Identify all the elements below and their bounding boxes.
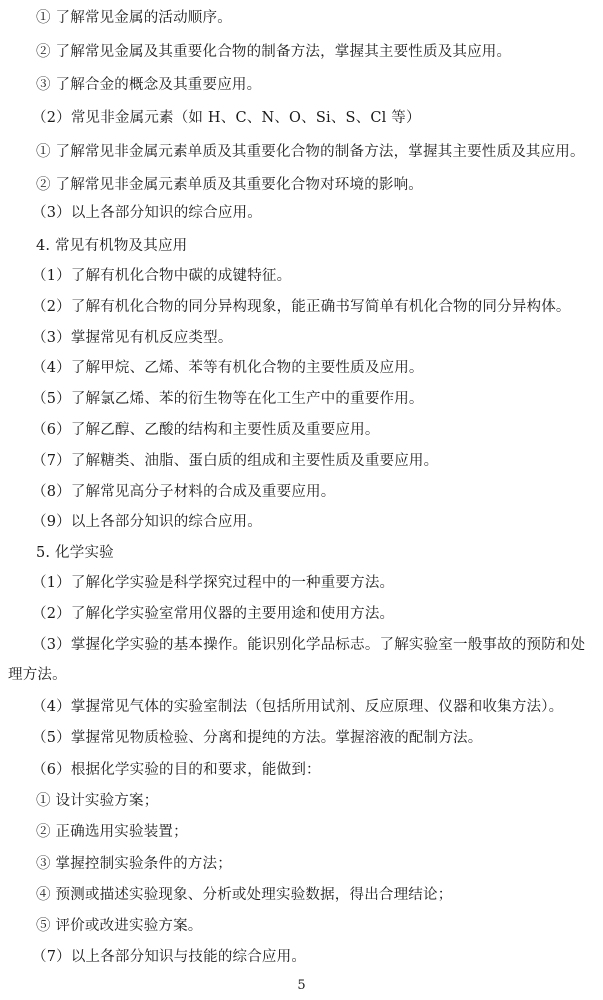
section-heading-4: 4. 常见有机物及其应用 <box>36 238 188 254</box>
text-line-12: （4）了解甲烷、乙烯、苯等有机化合物的主要性质及应用。 <box>32 360 424 376</box>
text-line-21: （3）掌握化学实验的基本操作。能识别化学品标志。了解实验室一般事故的预防和处 <box>32 637 586 653</box>
text-line-29: ④ 预测或描述实验现象、分析或处理实验数据，得出合理结论； <box>36 887 453 903</box>
text-line-5: ① 了解常见非金属元素单质及其重要化合物的制备方法，掌握其主要性质及其应用。 <box>36 144 585 160</box>
text-line-24: （5）掌握常见物质检验、分离和提纯的方法。掌握溶液的配制方法。 <box>32 730 483 746</box>
text-line-6: ② 了解常见非金属元素单质及其重要化合物对环境的影响。 <box>36 177 424 193</box>
text-line-16: （8）了解常见高分子材料的合成及重要应用。 <box>32 484 336 500</box>
text-line-26: ① 设计实验方案； <box>36 793 159 809</box>
text-line-22: 理方法。 <box>8 667 67 683</box>
text-line-30: ⑤ 评价或改进实验方案。 <box>36 918 203 934</box>
text-line-28: ③ 掌握控制实验条件的方法； <box>36 856 232 872</box>
text-line-10: （2）了解有机化合物的同分异构现象，能正确书写简单有机化合物的同分异构体。 <box>32 299 571 315</box>
text-line-14: （6）了解乙醇、乙酸的结构和主要性质及重要应用。 <box>32 422 380 438</box>
section-heading-5: 5. 化学实验 <box>36 545 114 561</box>
text-line-15: （7）了解糖类、油脂、蛋白质的组成和主要性质及重要应用。 <box>32 453 439 469</box>
text-line-1: ① 了解常见金属的活动顺序。 <box>36 10 232 26</box>
text-line-4: （2）常见非金属元素（如 H、C、N、O、Si、S、Cl 等） <box>32 110 421 126</box>
text-line-23: （4）掌握常见气体的实验室制法（包括所用试剂、反应原理、仪器和收集方法）。 <box>32 699 564 715</box>
text-line-17: （9）以上各部分知识的综合应用。 <box>32 514 262 530</box>
text-line-27: ② 正确选用实验装置； <box>36 824 188 840</box>
text-line-25: （6）根据化学实验的目的和要求，能做到： <box>32 762 321 778</box>
text-line-2: ② 了解常见金属及其重要化合物的制备方法，掌握其主要性质及其应用。 <box>36 44 512 60</box>
text-line-7: （3）以上各部分知识的综合应用。 <box>32 205 262 221</box>
text-line-11: （3）掌握常见有机反应类型。 <box>32 330 233 346</box>
text-line-13: （5）了解氯乙烯、苯的衍生物等在化工生产中的重要作用。 <box>32 391 424 407</box>
text-line-19: （1）了解化学实验是科学探究过程中的一种重要方法。 <box>32 575 395 591</box>
text-line-3: ③ 了解合金的概念及其重要应用。 <box>36 77 262 93</box>
text-line-9: （1）了解有机化合物中碳的成键特征。 <box>32 268 292 284</box>
page-number: 5 <box>297 978 306 993</box>
text-line-20: （2）了解化学实验室常用仪器的主要用途和使用方法。 <box>32 606 395 622</box>
text-line-31: （7）以上各部分知识与技能的综合应用。 <box>32 949 307 965</box>
